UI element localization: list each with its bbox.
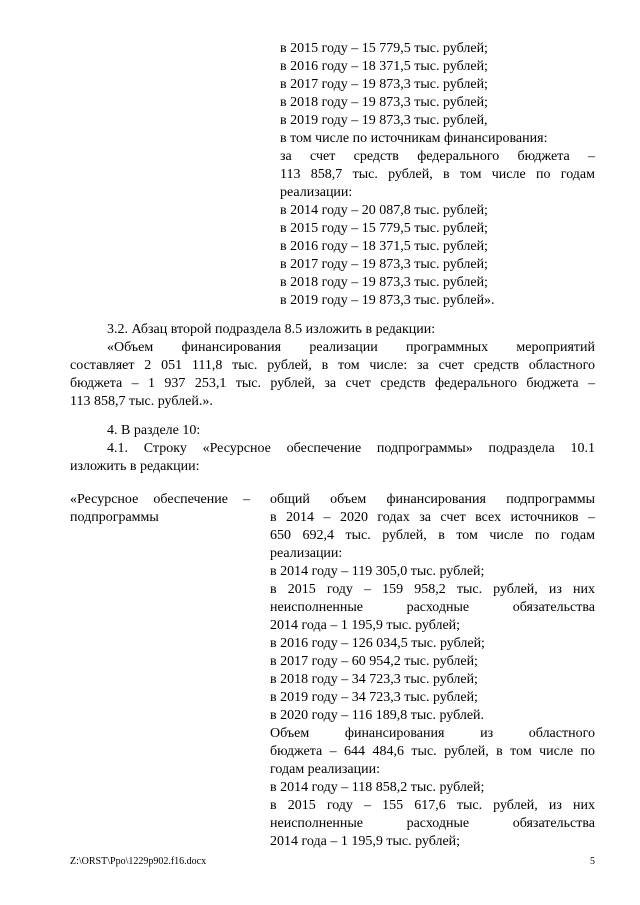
- text-line: в 2016 году – 18 371,5 тыс. рублей;: [280, 59, 488, 74]
- text-line: в 2019 году – 34 723,3 тыс. рублей;: [270, 690, 478, 705]
- text-line: 2014 года – 1 195,9 тыс. рублей;: [270, 618, 461, 633]
- text-line: 2014 года – 1 195,9 тыс. рублей;: [270, 834, 461, 849]
- text-line: общий объем финансирования подпрограммы: [270, 492, 595, 507]
- text-line: бюджета – 1 937 253,1 тыс. рублей, за счет средств федерального бюджета –: [70, 376, 595, 391]
- section-heading: 3.2. Абзац второй подраздела 8.5 изложить в редакции:: [107, 322, 436, 337]
- text-line: в 2015 году – 15 779,5 тыс. рублей;: [280, 221, 488, 236]
- text-line: составляет 2 051 111,8 тыс. рублей, в том числе: за счет средств областного: [70, 358, 595, 373]
- text-line: в 2014 году – 118 858,2 тыс. рублей;: [270, 780, 485, 795]
- text-line: в 2014 году – 119 305,0 тыс. рублей;: [270, 564, 485, 579]
- text-line: в 2018 году – 34 723,3 тыс. рублей;: [270, 672, 478, 687]
- text-line: в 2018 году – 19 873,3 тыс. рублей;: [280, 95, 488, 110]
- text-line: реализации:: [270, 546, 343, 561]
- text-line: изложить в редакции:: [70, 459, 200, 474]
- text-line: в 2018 году – 19 873,3 тыс. рублей;: [280, 275, 488, 290]
- text-line: в 2014 году – 20 087,8 тыс. рублей;: [280, 203, 488, 218]
- text-line: годам реализации:: [270, 762, 380, 777]
- text-line: в 2015 году – 15 779,5 тыс. рублей;: [280, 41, 488, 56]
- text-line: в 2019 году – 19 873,3 тыс. рублей,: [280, 113, 488, 128]
- text-line: 4.1. Строку «Ресурсное обеспечение подпрограммы» подраздела 10.1: [107, 441, 595, 456]
- text-line: 113 858,7 тыс. рублей.».: [70, 394, 213, 409]
- text-line: в 2014 – 2020 годах за счет всех источников –: [270, 510, 595, 525]
- text-line: в 2017 году – 19 873,3 тыс. рублей;: [280, 77, 488, 92]
- table-label: «Ресурсное обеспечение –: [70, 492, 250, 507]
- text-line: 650 692,4 тыс. рублей, в том числе по годам: [270, 528, 595, 543]
- text-line: в 2016 году – 18 371,5 тыс. рублей;: [280, 239, 488, 254]
- section-heading: 4. В разделе 10:: [107, 423, 201, 438]
- text-line: бюджета – 644 484,6 тыс. рублей, в том числе по: [270, 744, 595, 759]
- text-line: в 2015 году – 155 617,6 тыс. рублей, из них: [270, 798, 595, 813]
- text-line: в 2016 году – 126 034,5 тыс. рублей;: [270, 636, 485, 651]
- text-line: Объем финансирования из областного: [270, 726, 595, 741]
- text-line: в том числе по источникам финансирования:: [280, 131, 548, 146]
- page-number: 5: [590, 856, 595, 867]
- text-line: в 2015 году – 159 958,2 тыс. рублей, из них: [270, 582, 595, 597]
- footer-file-path: Z:\ORST\Ppo\1229p902.f16.docx: [70, 856, 207, 867]
- text-line: 113 858,7 тыс. рублей, в том числе по годам: [280, 167, 595, 182]
- text-line: «Объем финансирования реализации программных мероприятий: [107, 340, 595, 355]
- text-line: в 2020 году – 116 189,8 тыс. рублей.: [270, 708, 485, 723]
- text-line: в 2017 году – 60 954,2 тыс. рублей;: [270, 654, 478, 669]
- table-label: подпрограммы: [70, 510, 159, 525]
- text-line: неисполненные расходные обязательства: [270, 816, 595, 831]
- text-line: в 2017 году – 19 873,3 тыс. рублей;: [280, 257, 488, 272]
- text-line: неисполненные расходные обязательства: [270, 600, 595, 615]
- text-line: реализации:: [280, 185, 353, 200]
- text-line: за счет средств федерального бюджета –: [280, 149, 595, 164]
- text-line: в 2019 году – 19 873,3 тыс. рублей».: [280, 293, 495, 308]
